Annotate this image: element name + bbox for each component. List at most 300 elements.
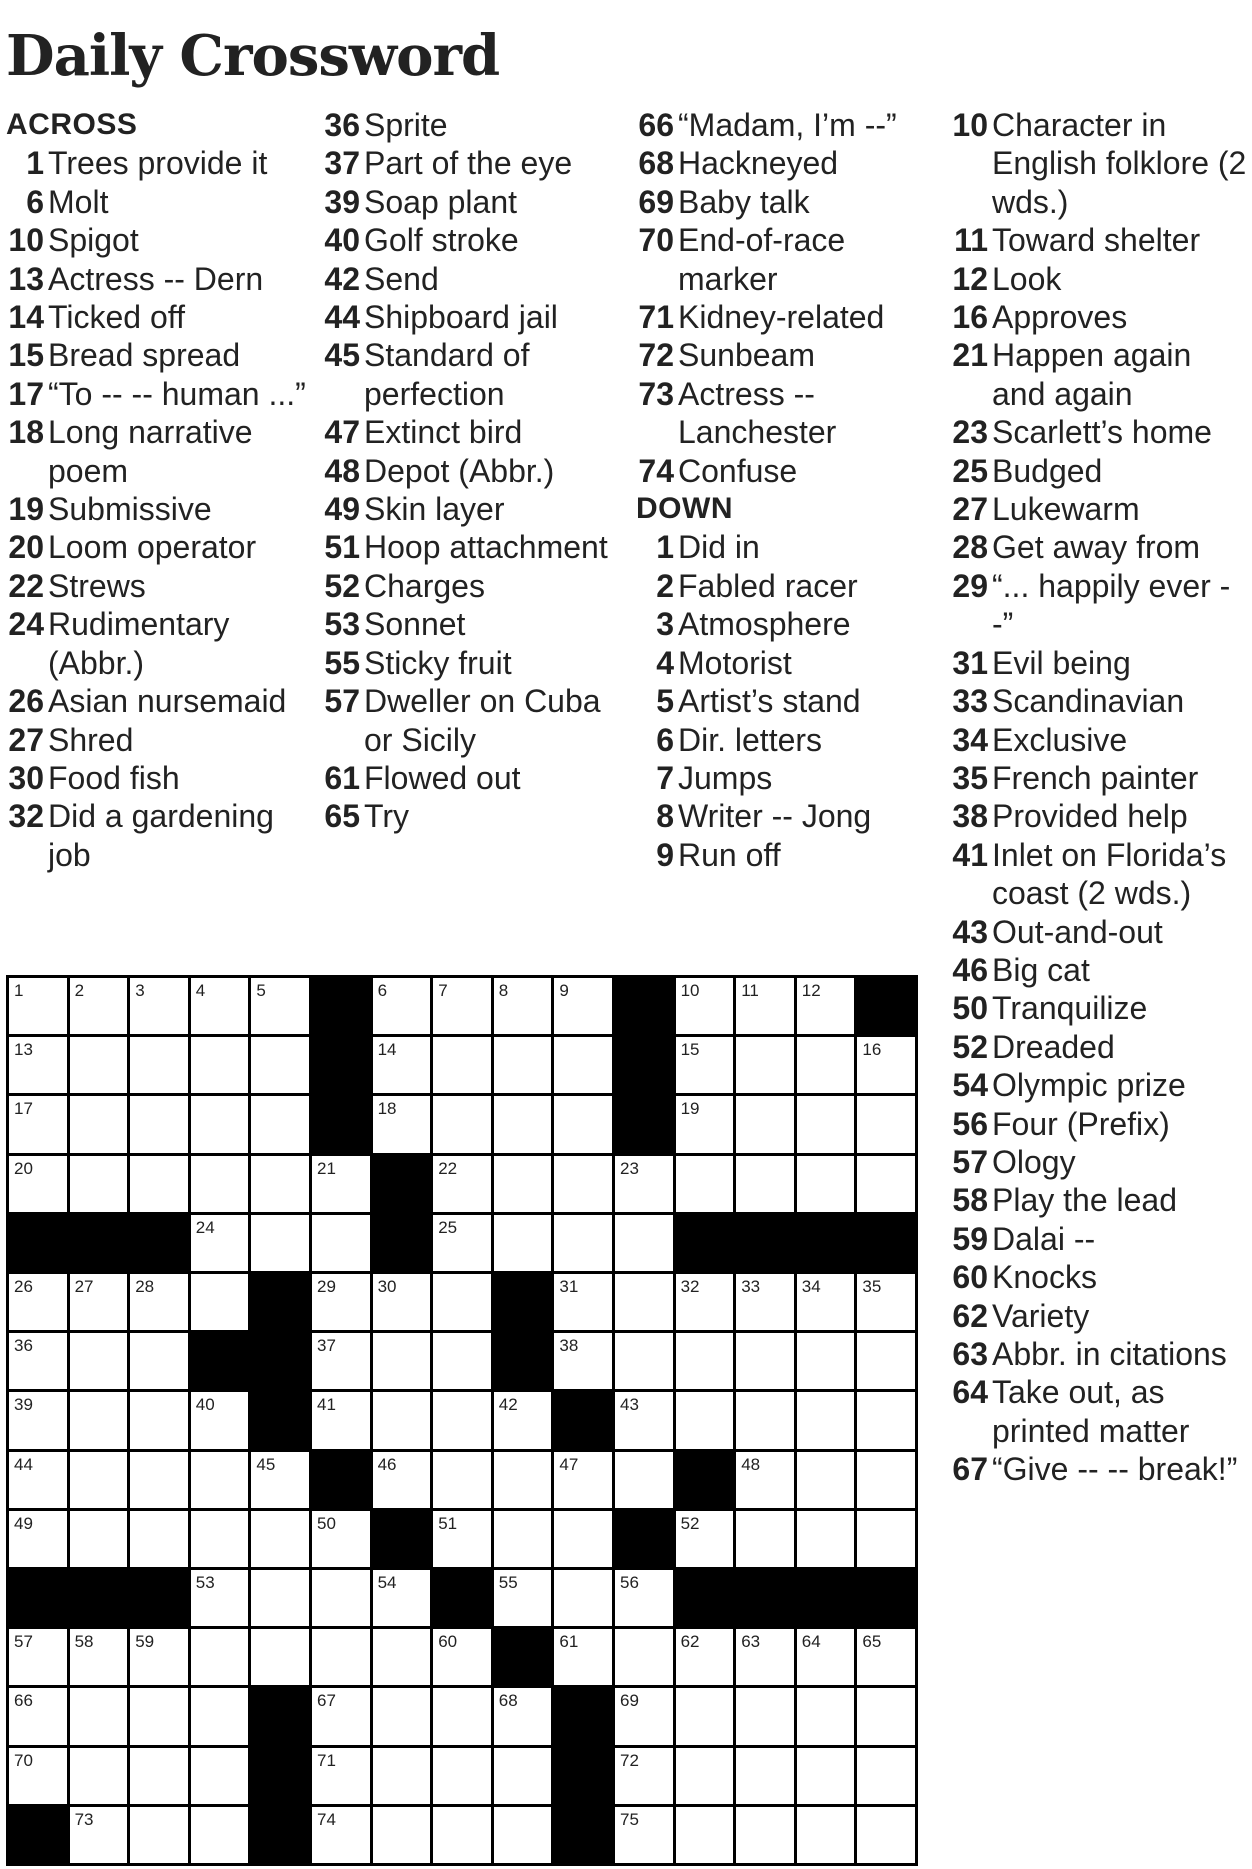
- clue-number: 18: [8, 414, 44, 451]
- grid-cell[interactable]: [736, 1037, 794, 1093]
- clue-text: Ology: [992, 1143, 1076, 1180]
- grid-cell[interactable]: [130, 1452, 188, 1508]
- grid-cell[interactable]: [554, 1156, 612, 1212]
- grid-cell[interactable]: [433, 978, 491, 1034]
- grid-cell[interactable]: [433, 1688, 491, 1744]
- grid-cell[interactable]: [736, 1096, 794, 1152]
- grid-cell[interactable]: [312, 1629, 370, 1685]
- grid-cell[interactable]: [554, 1570, 612, 1626]
- grid-cell[interactable]: [312, 1748, 370, 1804]
- grid-cell[interactable]: [433, 1037, 491, 1093]
- grid-cell[interactable]: [373, 1452, 431, 1508]
- black-square: [615, 978, 673, 1034]
- down-clue: [636, 644, 936, 682]
- clue-number: 40: [324, 222, 360, 259]
- down-clue: [636, 605, 936, 643]
- grid-cell[interactable]: [615, 1215, 673, 1271]
- down-clue: [950, 1066, 1250, 1104]
- grid-cell[interactable]: [312, 1215, 370, 1271]
- grid-cell[interactable]: [251, 1037, 309, 1093]
- grid-cell[interactable]: [736, 1629, 794, 1685]
- black-square: [615, 1096, 673, 1152]
- grid-cell[interactable]: [857, 1452, 915, 1508]
- down-clue: [950, 836, 1250, 913]
- grid-cell[interactable]: [70, 1452, 128, 1508]
- grid-cell[interactable]: [433, 1748, 491, 1804]
- grid-cell[interactable]: [615, 1333, 673, 1389]
- grid-cell[interactable]: [736, 978, 794, 1034]
- grid-cell[interactable]: [191, 1688, 249, 1744]
- grid-cell[interactable]: [9, 1274, 67, 1330]
- cell-number: 61: [559, 1632, 579, 1652]
- grid-cell[interactable]: [373, 1807, 431, 1863]
- grid-cell[interactable]: [251, 1215, 309, 1271]
- grid-cell[interactable]: [191, 1215, 249, 1271]
- grid-cell[interactable]: [9, 978, 67, 1034]
- grid-cell[interactable]: [857, 1511, 915, 1567]
- grid-cell[interactable]: [70, 1511, 128, 1567]
- grid-cell[interactable]: [615, 1807, 673, 1863]
- cell-number: 59: [135, 1632, 155, 1652]
- grid-cell[interactable]: [797, 1748, 855, 1804]
- grid-cell[interactable]: [130, 1688, 188, 1744]
- grid-cell[interactable]: [554, 1274, 612, 1330]
- grid-cell[interactable]: [191, 1037, 249, 1093]
- grid-cell[interactable]: [494, 1037, 552, 1093]
- grid-cell[interactable]: [312, 1688, 370, 1744]
- cell-number: 10: [680, 981, 700, 1000]
- grid-cell[interactable]: [676, 1037, 734, 1093]
- clue-text: French painter: [992, 759, 1199, 796]
- clue-number: 46: [952, 951, 988, 988]
- clue-text: Character in English folklore (2 wds.): [992, 107, 1247, 220]
- grid-cell[interactable]: [736, 1274, 794, 1330]
- grid-cell[interactable]: [736, 1156, 794, 1212]
- clue-text: Molt: [48, 183, 109, 220]
- clue-number: 17: [8, 375, 44, 412]
- grid-cell[interactable]: [251, 1570, 309, 1626]
- grid-cell[interactable]: [676, 1807, 734, 1863]
- cell-number: 12: [801, 981, 821, 1000]
- down-clue: [950, 298, 1250, 336]
- grid-cell[interactable]: [736, 1748, 794, 1804]
- grid-cell[interactable]: [312, 1392, 370, 1448]
- grid-cell[interactable]: [251, 1511, 309, 1567]
- grid-cell[interactable]: [130, 1807, 188, 1863]
- grid-cell[interactable]: [251, 1629, 309, 1685]
- grid-cell[interactable]: [433, 1215, 491, 1271]
- down-clue: [950, 951, 1250, 989]
- black-square: [251, 1688, 309, 1744]
- grid-cell[interactable]: [857, 1333, 915, 1389]
- grid-cell[interactable]: [9, 1452, 67, 1508]
- grid-cell[interactable]: [70, 1096, 128, 1152]
- grid-cell[interactable]: [857, 1037, 915, 1093]
- grid-cell[interactable]: [251, 1096, 309, 1152]
- across-clue: [6, 413, 306, 490]
- grid-cell[interactable]: [615, 1392, 673, 1448]
- grid-cell[interactable]: [797, 1333, 855, 1389]
- clue-text: Flowed out: [364, 759, 521, 796]
- grid-cell[interactable]: [9, 1629, 67, 1685]
- grid-cell[interactable]: [615, 1156, 673, 1212]
- grid-cell[interactable]: [433, 1629, 491, 1685]
- grid-cell[interactable]: [494, 978, 552, 1034]
- clue-number: 1: [26, 145, 44, 182]
- grid-cell[interactable]: [312, 1807, 370, 1863]
- clue-text: Get away from: [992, 529, 1201, 566]
- grid-cell[interactable]: [191, 1629, 249, 1685]
- black-square: [676, 1570, 734, 1626]
- grid-cell[interactable]: [554, 1096, 612, 1152]
- grid-cell[interactable]: [312, 1156, 370, 1212]
- grid-cell[interactable]: [373, 1688, 431, 1744]
- grid-cell[interactable]: [615, 1570, 673, 1626]
- clue-number: 15: [8, 337, 44, 374]
- black-square: [9, 1215, 67, 1271]
- clue-number: 37: [324, 145, 360, 182]
- black-square: [251, 1274, 309, 1330]
- grid-cell[interactable]: [494, 1807, 552, 1863]
- grid-cell[interactable]: [554, 1037, 612, 1093]
- grid-cell[interactable]: [615, 1274, 673, 1330]
- grid-cell[interactable]: [312, 1570, 370, 1626]
- grid-cell[interactable]: [736, 1688, 794, 1744]
- clue-text: Standard of perfection: [364, 337, 530, 412]
- clue-number: 48: [324, 452, 360, 489]
- cell-number: 33: [741, 1277, 761, 1296]
- clue-column-3: [636, 106, 936, 874]
- cell-number: 26: [14, 1277, 33, 1296]
- cell-number: 50: [316, 1513, 336, 1533]
- grid-cell[interactable]: [857, 1274, 915, 1330]
- grid-cell[interactable]: [615, 1688, 673, 1744]
- grid-cell[interactable]: [797, 1807, 855, 1863]
- grid-cell[interactable]: [433, 1274, 491, 1330]
- cell-number: 48: [741, 1454, 761, 1474]
- cell-number: 2: [74, 981, 85, 1000]
- clue-number: 70: [638, 222, 674, 259]
- grid-cell[interactable]: [373, 1274, 431, 1330]
- grid-cell[interactable]: [9, 1748, 67, 1804]
- grid-cell[interactable]: [797, 1629, 855, 1685]
- grid-cell[interactable]: [130, 1629, 188, 1685]
- across-clue: [322, 260, 622, 298]
- grid-cell[interactable]: [494, 1392, 552, 1448]
- grid-cell[interactable]: [676, 1748, 734, 1804]
- cell-number: 1: [14, 981, 24, 1000]
- grid-cell[interactable]: [615, 1629, 673, 1685]
- grid-cell[interactable]: [130, 978, 188, 1034]
- clue-text: Scandinavian: [992, 683, 1185, 720]
- black-square: [554, 1748, 612, 1804]
- grid-cell[interactable]: [494, 1215, 552, 1271]
- cell-number: 63: [741, 1632, 761, 1652]
- grid-cell[interactable]: [676, 978, 734, 1034]
- cell-number: 74: [316, 1809, 336, 1829]
- grid-cell[interactable]: [494, 1156, 552, 1212]
- grid-cell[interactable]: [494, 1748, 552, 1804]
- grid-cell[interactable]: [554, 1215, 612, 1271]
- grid-cell[interactable]: [191, 1511, 249, 1567]
- grid-cell[interactable]: [70, 1629, 128, 1685]
- grid-cell[interactable]: [191, 1096, 249, 1152]
- grid-cell[interactable]: [191, 1807, 249, 1863]
- grid-cell[interactable]: [554, 1629, 612, 1685]
- grid-cell[interactable]: [373, 1629, 431, 1685]
- grid-cell[interactable]: [676, 1392, 734, 1448]
- grid-cell[interactable]: [251, 1156, 309, 1212]
- grid-cell[interactable]: [554, 978, 612, 1034]
- cell-number: 69: [619, 1691, 639, 1711]
- across-clue: [636, 336, 936, 374]
- clue-text: Spigot: [48, 222, 139, 259]
- clue-text: Happen again and again: [992, 337, 1192, 412]
- across-clue: [322, 644, 622, 682]
- grid-cell[interactable]: [373, 978, 431, 1034]
- page-title: Daily Crossword: [6, 23, 500, 89]
- grid-cell[interactable]: [130, 1096, 188, 1152]
- grid-cell[interactable]: [9, 1037, 67, 1093]
- grid-cell[interactable]: [615, 1748, 673, 1804]
- grid-cell[interactable]: [9, 1333, 67, 1389]
- cell-number: 22: [438, 1158, 458, 1178]
- grid-cell[interactable]: [676, 1333, 734, 1389]
- grid-cell[interactable]: [554, 1511, 612, 1567]
- grid-cell[interactable]: [191, 1570, 249, 1626]
- clue-number: 21: [952, 337, 988, 374]
- grid-cell[interactable]: [70, 1688, 128, 1744]
- grid-cell[interactable]: [736, 1333, 794, 1389]
- cell-number: 14: [377, 1040, 397, 1060]
- black-square: [251, 1333, 309, 1389]
- grid-cell[interactable]: [9, 1096, 67, 1152]
- grid-cell[interactable]: [857, 1748, 915, 1804]
- grid-cell[interactable]: [554, 1333, 612, 1389]
- clue-text: Evil being: [992, 644, 1131, 681]
- clue-text: Food fish: [48, 759, 180, 796]
- grid-cell[interactable]: [373, 1333, 431, 1389]
- grid-cell[interactable]: [312, 1274, 370, 1330]
- grid-cell[interactable]: [433, 1096, 491, 1152]
- grid-cell[interactable]: [676, 1629, 734, 1685]
- grid-cell[interactable]: [70, 1392, 128, 1448]
- down-clue: [950, 1373, 1250, 1450]
- grid-cell[interactable]: [433, 1333, 491, 1389]
- cell-number: 62: [680, 1632, 700, 1652]
- grid-cell[interactable]: [676, 1511, 734, 1567]
- grid-cell[interactable]: [130, 1037, 188, 1093]
- clue-column-4: [950, 106, 1250, 1489]
- clue-text: Golf stroke: [364, 222, 519, 259]
- down-clue: [636, 797, 936, 835]
- down-clue: [950, 1335, 1250, 1373]
- clue-number: 60: [952, 1259, 988, 1296]
- grid-cell[interactable]: [797, 1392, 855, 1448]
- grid-cell[interactable]: [191, 1156, 249, 1212]
- cell-number: 52: [680, 1513, 700, 1533]
- clue-text: Did a gardening job: [48, 798, 274, 873]
- grid-cell[interactable]: [797, 978, 855, 1034]
- down-clue: [950, 721, 1250, 759]
- clue-number: 31: [952, 644, 988, 681]
- grid-cell[interactable]: [797, 1688, 855, 1744]
- grid-cell[interactable]: [494, 1452, 552, 1508]
- grid-cell[interactable]: [433, 1511, 491, 1567]
- grid-cell[interactable]: [191, 1748, 249, 1804]
- cell-number: 34: [801, 1277, 821, 1296]
- across-clue: [322, 682, 622, 759]
- grid-cell[interactable]: [312, 1511, 370, 1567]
- grid-cell[interactable]: [797, 1156, 855, 1212]
- grid-cell[interactable]: [9, 1688, 67, 1744]
- down-clue: [950, 759, 1250, 797]
- cell-number: 31: [559, 1277, 579, 1296]
- cell-number: 68: [498, 1691, 518, 1711]
- down-clue: [950, 644, 1250, 682]
- across-clue: [322, 452, 622, 490]
- clue-text: Hackneyed: [678, 145, 839, 182]
- clue-number: 6: [656, 721, 674, 758]
- grid-cell[interactable]: [251, 978, 309, 1034]
- grid-cell[interactable]: [9, 1511, 67, 1567]
- grid-cell[interactable]: [373, 1570, 431, 1626]
- grid-cell[interactable]: [433, 1156, 491, 1212]
- grid-cell[interactable]: [70, 1156, 128, 1212]
- grid-cell[interactable]: [130, 1748, 188, 1804]
- grid-cell[interactable]: [857, 1096, 915, 1152]
- clue-number: 54: [952, 1067, 988, 1104]
- black-square: [736, 1570, 794, 1626]
- clue-number: 22: [8, 567, 44, 604]
- grid-cell[interactable]: [433, 1807, 491, 1863]
- grid-cell[interactable]: [130, 1274, 188, 1330]
- across-clue: [636, 106, 936, 144]
- grid-cell[interactable]: [494, 1688, 552, 1744]
- grid-cell[interactable]: [857, 1156, 915, 1212]
- grid-cell[interactable]: [736, 1392, 794, 1448]
- grid-cell[interactable]: [676, 1096, 734, 1152]
- cell-number: 15: [680, 1040, 700, 1060]
- clue-text: Atmosphere: [678, 606, 851, 643]
- grid-cell[interactable]: [494, 1096, 552, 1152]
- grid-cell[interactable]: [615, 1452, 673, 1508]
- clue-text: Approves: [992, 299, 1128, 336]
- grid-cell[interactable]: [130, 1333, 188, 1389]
- clue-text: Charges: [364, 567, 485, 604]
- clue-text: Asian nursemaid: [48, 683, 287, 720]
- grid-cell[interactable]: [70, 1037, 128, 1093]
- clue-number: 71: [638, 299, 674, 336]
- clue-text: Olympic prize: [992, 1067, 1186, 1104]
- grid-cell[interactable]: [494, 1511, 552, 1567]
- grid-cell[interactable]: [857, 1392, 915, 1448]
- across-clue: [6, 298, 306, 336]
- grid-cell[interactable]: [9, 1156, 67, 1212]
- grid-cell[interactable]: [676, 1688, 734, 1744]
- grid-cell[interactable]: [736, 1807, 794, 1863]
- clue-text: Confuse: [678, 452, 798, 489]
- grid-cell[interactable]: [797, 1274, 855, 1330]
- grid-cell[interactable]: [797, 1037, 855, 1093]
- grid-cell[interactable]: [857, 1629, 915, 1685]
- across-clue: [6, 490, 306, 528]
- clue-number: 3: [656, 606, 674, 643]
- black-square: [251, 1807, 309, 1863]
- grid-cell[interactable]: [191, 1274, 249, 1330]
- grid-cell[interactable]: [676, 1156, 734, 1212]
- grid-cell[interactable]: [857, 1807, 915, 1863]
- grid-cell[interactable]: [554, 1452, 612, 1508]
- grid-cell[interactable]: [736, 1452, 794, 1508]
- grid-cell[interactable]: [70, 978, 128, 1034]
- grid-cell[interactable]: [676, 1274, 734, 1330]
- grid-cell[interactable]: [251, 1452, 309, 1508]
- grid-cell[interactable]: [70, 1748, 128, 1804]
- grid-cell[interactable]: [130, 1156, 188, 1212]
- grid-cell[interactable]: [70, 1807, 128, 1863]
- black-square: [736, 1215, 794, 1271]
- grid-cell[interactable]: [433, 1392, 491, 1448]
- clue-number: 29: [952, 567, 988, 604]
- cell-number: 7: [438, 981, 448, 1000]
- grid-cell[interactable]: [130, 1392, 188, 1448]
- clue-text: Strews: [48, 567, 146, 604]
- clue-number: 55: [324, 644, 360, 681]
- grid-cell[interactable]: [373, 1748, 431, 1804]
- grid-cell[interactable]: [736, 1511, 794, 1567]
- grid-cell[interactable]: [191, 1392, 249, 1448]
- grid-cell[interactable]: [373, 1392, 431, 1448]
- clue-number: 52: [324, 567, 360, 604]
- grid-cell[interactable]: [373, 1096, 431, 1152]
- cell-number: 67: [316, 1691, 336, 1711]
- black-square: [494, 1274, 552, 1330]
- across-clue: [322, 605, 622, 643]
- black-square: [857, 978, 915, 1034]
- across-clue: [322, 528, 622, 566]
- black-square: [554, 1688, 612, 1744]
- clue-number: 61: [324, 759, 360, 796]
- clue-text: Sonnet: [364, 606, 466, 643]
- grid-cell[interactable]: [373, 1037, 431, 1093]
- clue-text: Sprite: [364, 107, 448, 143]
- grid-cell[interactable]: [797, 1096, 855, 1152]
- across-clue: [6, 797, 306, 874]
- black-square: [373, 1215, 431, 1271]
- grid-cell[interactable]: [797, 1452, 855, 1508]
- grid-cell[interactable]: [70, 1274, 128, 1330]
- clue-text: Inlet on Florida’s coast (2 wds.): [992, 836, 1227, 912]
- grid-cell[interactable]: [312, 1333, 370, 1389]
- clue-text: Sunbeam: [678, 337, 815, 374]
- grid-cell[interactable]: [494, 1570, 552, 1626]
- down-clue: [950, 1143, 1250, 1181]
- grid-cell[interactable]: [191, 978, 249, 1034]
- clue-text: Depot (Abbr.): [364, 452, 555, 489]
- across-clue: [6, 375, 306, 413]
- grid-cell[interactable]: [797, 1511, 855, 1567]
- clue-number: 51: [324, 529, 360, 566]
- grid-cell[interactable]: [857, 1688, 915, 1744]
- cell-number: 29: [316, 1277, 336, 1296]
- grid-cell[interactable]: [433, 1452, 491, 1508]
- clue-number: 41: [952, 836, 988, 873]
- grid-cell[interactable]: [130, 1511, 188, 1567]
- grid-cell[interactable]: [191, 1452, 249, 1508]
- grid-cell[interactable]: [70, 1333, 128, 1389]
- grid-cell[interactable]: [9, 1392, 67, 1448]
